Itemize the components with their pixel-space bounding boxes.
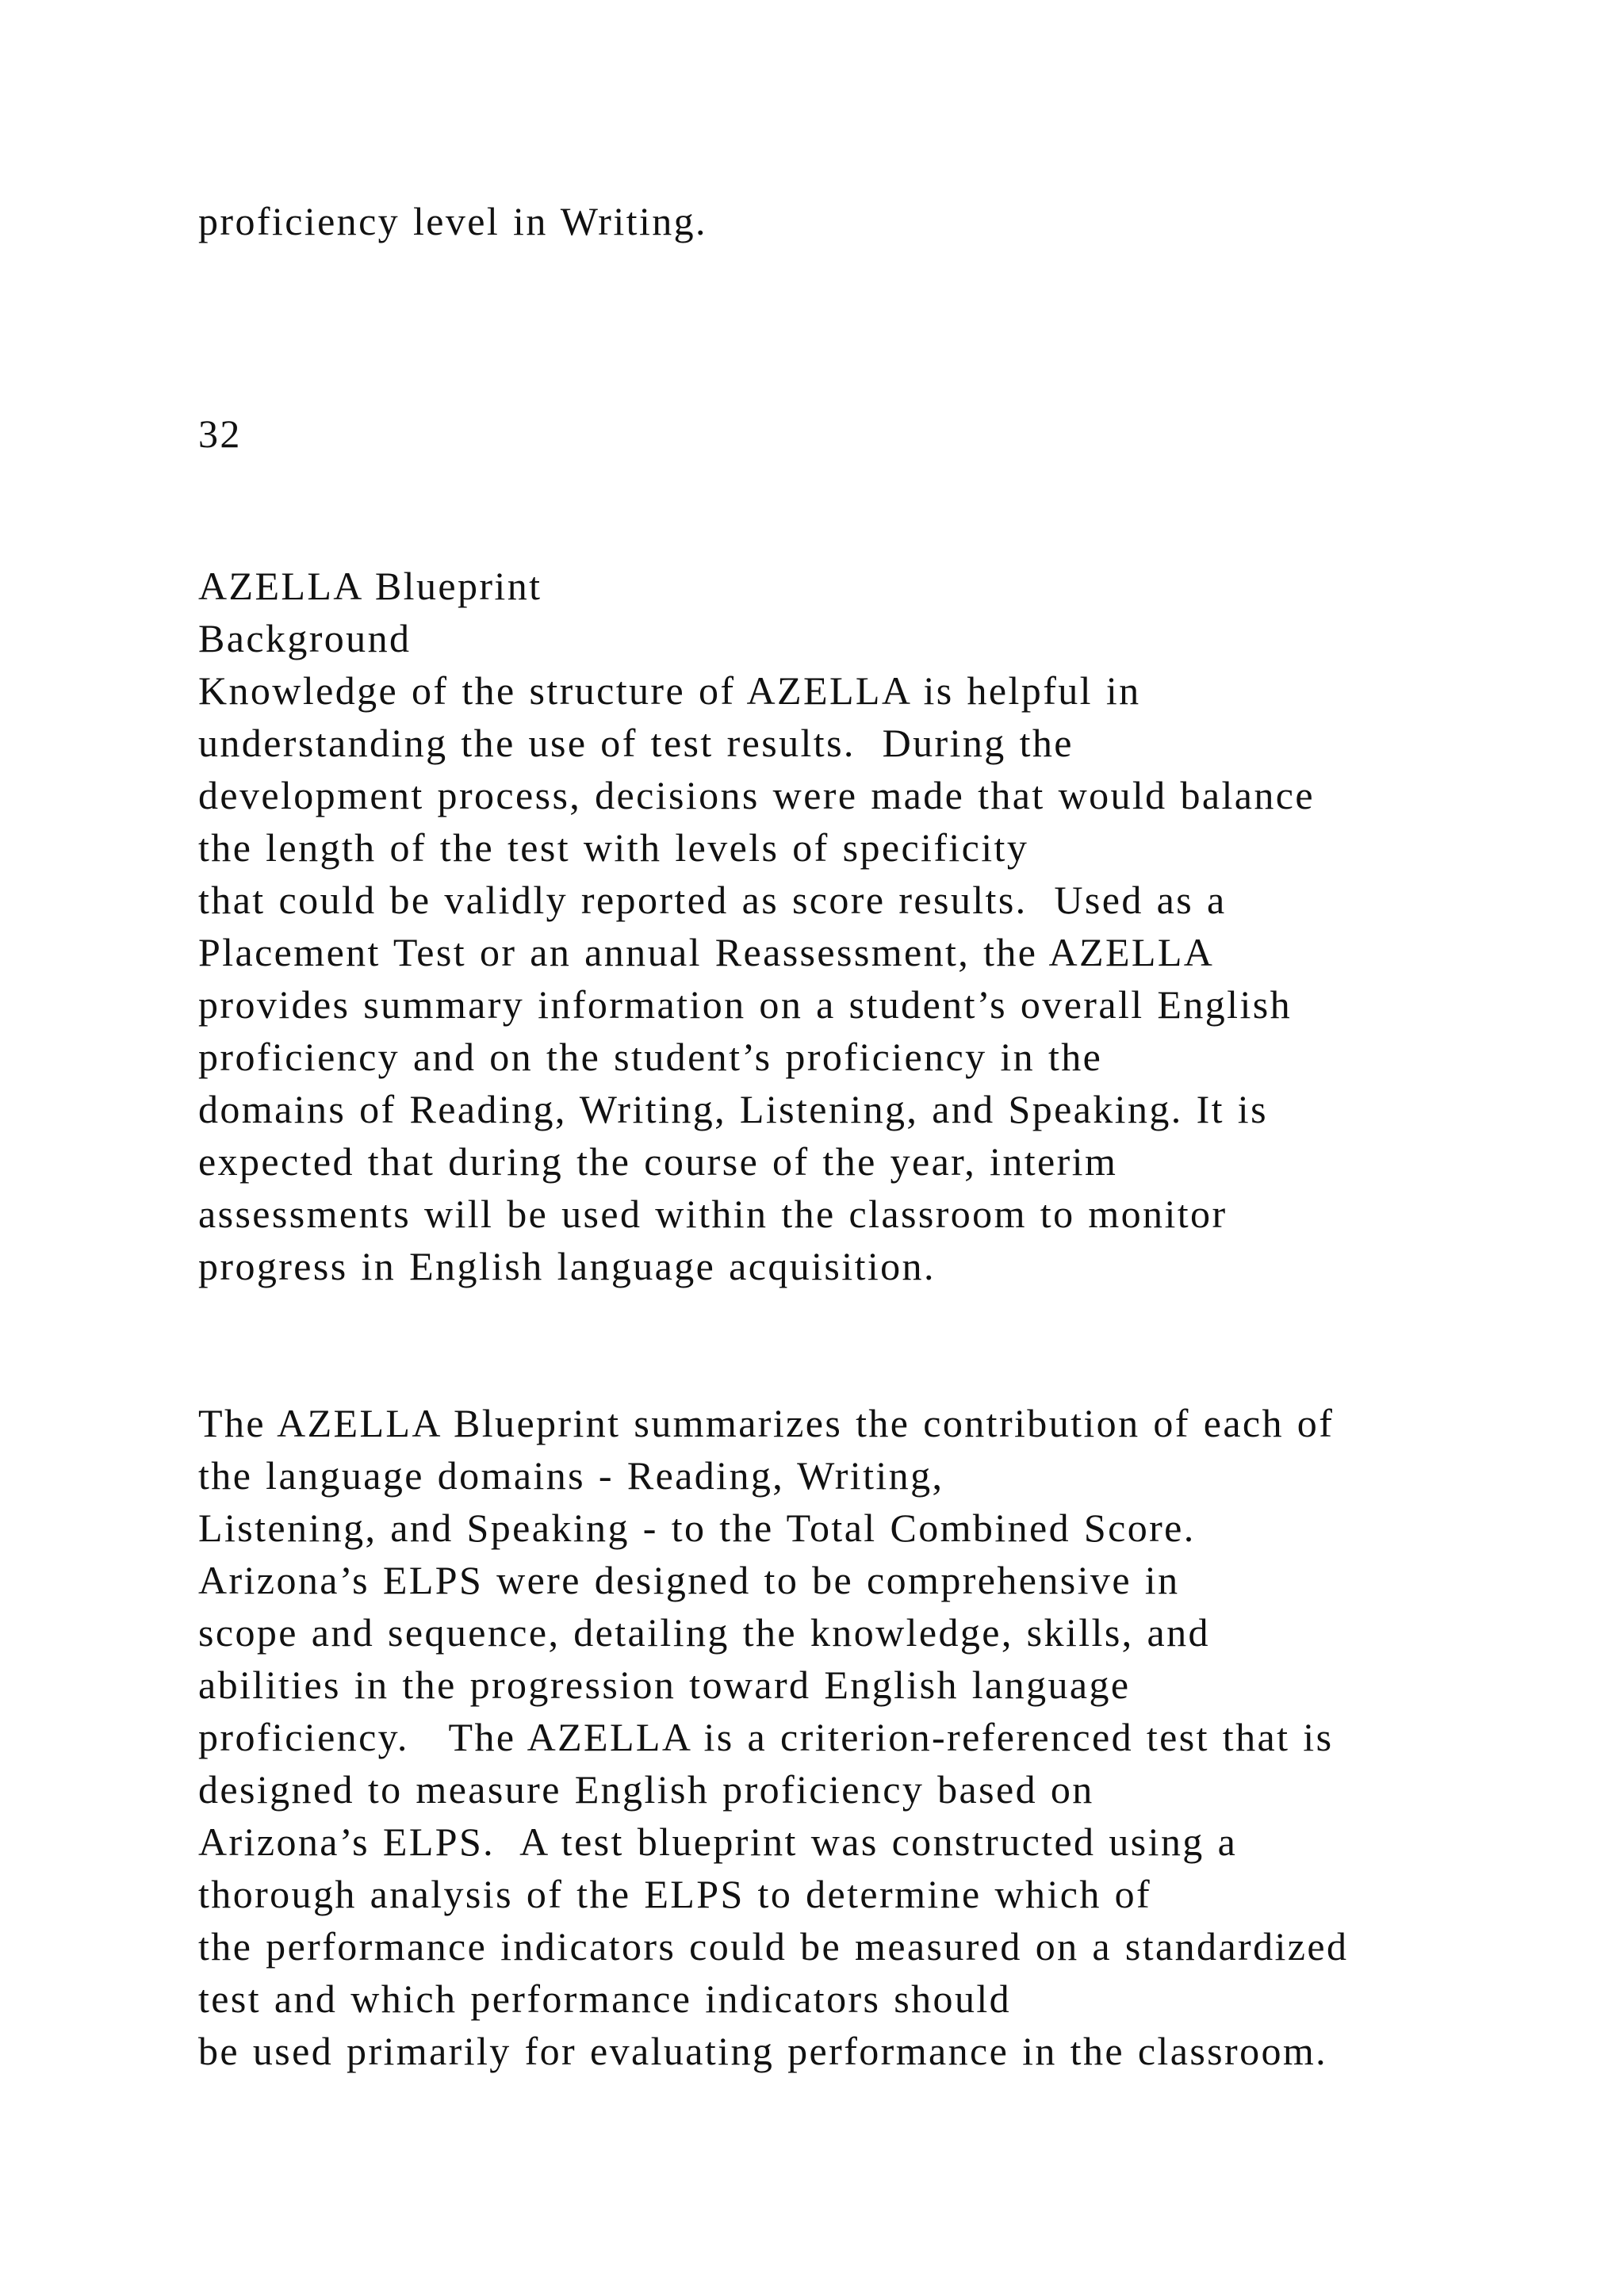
paragraph-1-line: assessments will be used within the classroom to monitor	[198, 1192, 1228, 1236]
paragraph-1-line: proficiency and on the student’s proficiency in the	[198, 1035, 1103, 1079]
paragraph-2-line: designed to measure English proficiency based on	[198, 1767, 1094, 1812]
paragraph-2-line: Arizona’s ELPS. A test blueprint was constructed using a	[198, 1820, 1238, 1864]
section-subtitle: Background	[198, 616, 412, 660]
paragraph-2-line: the performance indicators could be measured on a standardized	[198, 1924, 1349, 1969]
paragraph-2-line: thorough analysis of the ELPS to determine which of	[198, 1872, 1152, 1916]
paragraph-2-line: proficiency. The AZELLA is a criterion-referenced test that is	[198, 1715, 1334, 1759]
paragraph-2-line: Arizona’s ELPS were designed to be comprehensive in	[198, 1558, 1180, 1602]
paragraph-1-line: development process, decisions were made that would balance	[198, 773, 1315, 817]
paragraph-1-line: understanding the use of test results. During the	[198, 721, 1074, 765]
paragraph-2-line: The AZELLA Blueprint summarizes the contribution of each of	[198, 1401, 1335, 1445]
paragraph-1-line: Knowledge of the structure of AZELLA is helpful in	[198, 668, 1141, 713]
paragraph-2-line: abilities in the progression toward English language	[198, 1663, 1131, 1707]
paragraph-1-line: progress in English language acquisition.	[198, 1244, 936, 1288]
paragraph-1-line: provides summary information on a student’s overall English	[198, 982, 1293, 1027]
paragraph-2-line: the language domains - Reading, Writing,	[198, 1453, 944, 1498]
paragraph-2-line: scope and sequence, detailing the knowledge, skills, and	[198, 1610, 1210, 1655]
paragraph-1-line: domains of Reading, Writing, Listening, and Speaking. It is	[198, 1087, 1268, 1131]
paragraph-1-line: expected that during the course of the year, interim	[198, 1139, 1118, 1184]
paragraph-2-line: test and which performance indicators should	[198, 1976, 1012, 2021]
paragraph-1-line: the length of the test with levels of specificity	[198, 825, 1029, 870]
paragraph-2-line: be used primarily for evaluating performance in the classroom.	[198, 2029, 1328, 2073]
section-title: AZELLA Blueprint	[198, 564, 542, 608]
paragraph-1-line: that could be validly reported as score results. Used as a	[198, 878, 1227, 922]
page-number: 32	[198, 411, 242, 456]
continuation-text: proficiency level in Writing.	[198, 199, 707, 243]
paragraph-1-line: Placement Test or an annual Reassessment, the AZELLA	[198, 930, 1215, 974]
paragraph-2-line: Listening, and Speaking - to the Total Combined Score.	[198, 1506, 1196, 1550]
